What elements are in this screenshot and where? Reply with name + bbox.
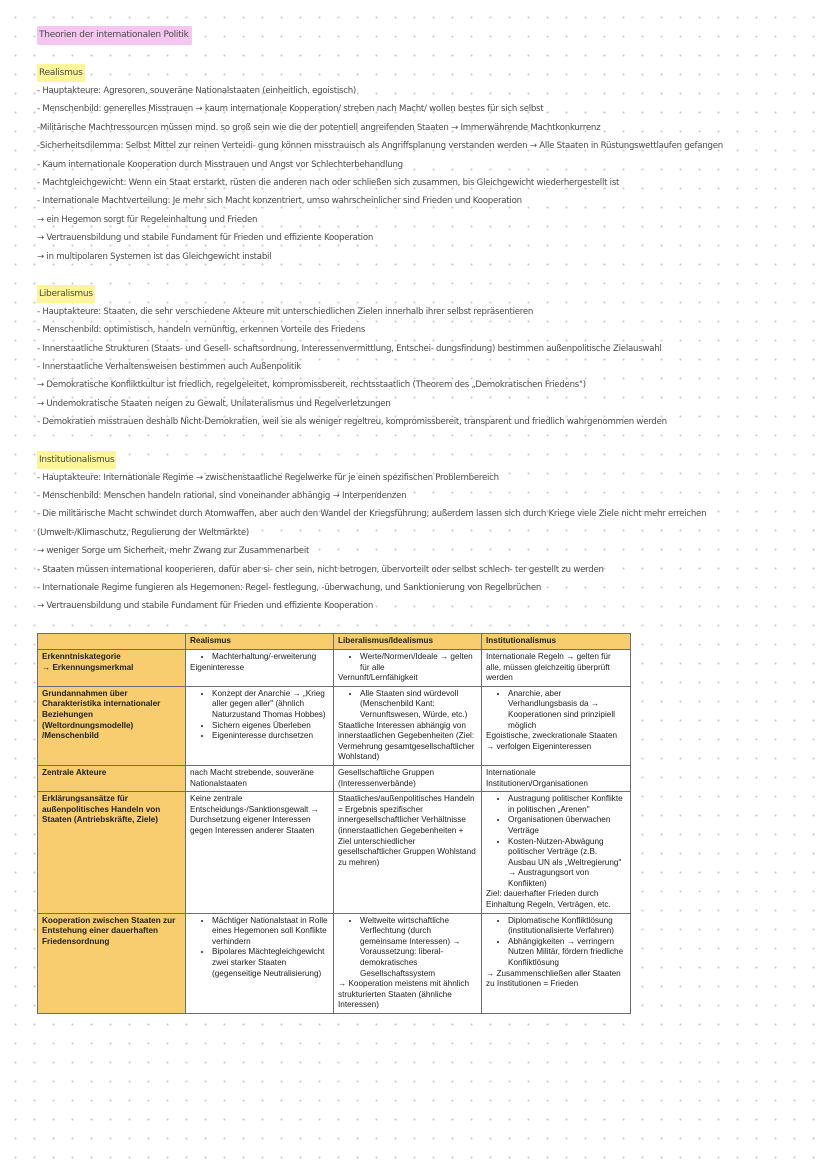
cell-bullet: • Konzept der Anarchie → „Krieg aller gegen aller" (ähnlich Naturzustand Thomas Hobbes) <box>212 689 329 721</box>
note-line: - Menschenbild: optimistisch, handeln vernünftig, erkennen Vorteile des Friedens <box>37 325 366 336</box>
page-title: Theorien der internationalen Politik <box>37 26 192 45</box>
notes-section <box>37 285 797 432</box>
cell-text: Staatliches/außenpolitisches Handeln = Ergebnis spezifischer innergesellschaftlicher Verhältnisse (innerstaatlichen Gegebenheiten + Ziel unterschiedlicher gesellschaftlicher Gruppen Wohlstand zu mehren) <box>338 794 476 867</box>
row-category-cell: Kooperation zwischen Staaten zur Entstehung einer dauerhaften Friedensordnung <box>38 913 186 1013</box>
cell-bullet-list <box>190 689 329 742</box>
cell-bullet: • Anarchie, aber Verhandlungsbasis da → Kooperationen sind prinzipiell möglich <box>508 689 626 731</box>
section-heading: Realismus <box>37 64 85 82</box>
note-line: → Undemokratische Staaten neigen zu Gewalt, Unilateralismus und Regelverletzungen <box>37 398 391 409</box>
note-line: - Innerstaatliche Strukturen (Staats- und Gesell- schaftsordnung, Interessenvermittlung, Entschei- dungsfindung) bestimmen außenpolitische Zielauswahl <box>37 343 662 354</box>
header-liberalismus: Liberalismus/Idealismus <box>334 634 482 650</box>
cell-text: Egoistische, zweckrationale Staaten → verfolgen Eigeninteressen <box>486 731 618 751</box>
cell-bullet: • Austragung politischer Konflikte in politischen „Arenen" <box>508 794 626 815</box>
cell-bullet: • Weltweite wirtschaftliche Verflechtung (durch gemeinsame Interessen) → Voraussetzung: liberal-demokratisches Gesellschaftssystem <box>360 916 477 980</box>
row-category-cell: Erkenntniskategorie → Erkennungsmerkmal <box>38 650 186 687</box>
cell-text: → Zusammenschließen aller Staaten zu Institutionen = Frieden <box>486 968 621 989</box>
handwritten-notes <box>37 26 797 616</box>
cell-institutionalismus <box>482 792 631 914</box>
cell-bullet-list <box>486 689 626 731</box>
note-line: - Hauptakteure: Internationale Regime → zwischenstaatliche Regelwerke für je einen spezifischen Problembereich <box>37 472 499 483</box>
section-heading: Liberalismus <box>37 285 95 303</box>
cell-bullet-list <box>338 652 477 673</box>
cell-institutionalismus <box>482 686 631 765</box>
notes-section <box>37 64 797 266</box>
note-line: - Menschenbild: generelles Misstrauen → kaum internationale Kooperation/ streben nach Macht/ wollen bestes für sich selbst <box>37 104 544 115</box>
note-line: - Hauptakteure: Staaten, die sehr verschiedene Akteure mit unterschiedlichen Zielen innerhalb ihrer selbst repräsentieren <box>37 306 534 317</box>
cell-bullet-list <box>486 794 626 889</box>
cell-bullet: • Werte/Normen/Ideale → gelten für alle <box>360 652 477 673</box>
cell-bullet: • Bipolares Mächtegleichgewicht zwei starker Staaten (gegenseitige Neutralisierung) <box>212 947 329 979</box>
cell-bullet: • Eigeninteresse durchsetzen <box>212 731 329 742</box>
cell-bullet: • Kosten-Nutzen-Abwägung politischer Verträge (z.B. Ausbau UN als „Weltregierung" → Austragungsort von Konflikten) <box>508 837 626 890</box>
note-line: -Sicherheitsdilemma: Selbst Mittel zur reinen Verteidi- gung können misstrauisch als Angriffsplanung verstanden werden → Alle Staaten in Rüstungswettlaufen gefangen <box>37 141 723 152</box>
cell-bullet-list <box>190 652 329 663</box>
cell-realismus <box>186 765 334 791</box>
table-row <box>38 686 631 765</box>
table-row <box>38 792 631 914</box>
cell-liberalismus <box>334 686 482 765</box>
cell-bullet-list <box>486 916 626 969</box>
note-line: - Machtgleichgewicht: Wenn ein Staat erstarkt, rüsten die anderen nach oder schließen sich zusammen, bis Gleichgewicht wiederhergestellt ist <box>37 177 620 188</box>
section-heading: Institutionalismus <box>37 451 116 469</box>
notes-sections <box>37 64 797 616</box>
cell-realismus <box>186 650 334 687</box>
cell-bullet: • Machterhaltung/-erweiterung <box>212 652 329 663</box>
note-line: → Vertrauensbildung und stabile Fundament für Frieden und effiziente Kooperation <box>37 233 374 244</box>
note-line: → weniger Sorge um Sicherheit, mehr Zwang zur Zusammenarbeit <box>37 546 310 557</box>
note-line: - Innerstaatliche Verhaltensweisen bestimmen auch Außenpolitik <box>37 362 301 373</box>
cell-bullet: • Diplomatische Konfliktlösung (institutionalisierte Verfahren) <box>508 916 626 937</box>
cell-text: Keine zentrale Entscheidungs-/Sanktionsgewalt → Durchsetzung eigener Interessen gegen Interessen anderer Staaten <box>190 794 319 835</box>
cell-institutionalismus <box>482 650 631 687</box>
cell-text: Internationale Regeln → gelten für alle, müssen gleichzeitig überprüft werden <box>486 652 611 683</box>
cell-bullet: • Organisationen überwachen Verträge <box>508 815 626 836</box>
table-header-row <box>38 634 631 650</box>
note-line: → Vertrauensbildung und stabile Fundament für Frieden und effiziente Kooperation <box>37 601 374 612</box>
cell-bullet-list <box>338 916 477 980</box>
cell-text: Eigeninteresse <box>190 662 245 672</box>
note-line: → ein Hegemon sorgt für Regeleinhaltung und Frieden <box>37 214 258 225</box>
header-realismus: Realismus <box>186 634 334 650</box>
note-line: → in multipolaren Systemen ist das Gleichgewicht instabil <box>37 251 272 262</box>
notes-section <box>37 451 797 616</box>
note-line: - Kaum internationale Kooperation durch Misstrauen und Angst vor Schlechterbehandlung <box>37 159 403 170</box>
cell-text: Ziel: dauerhafter Frieden durch Einhaltung Regeln, Verträgen, etc. <box>486 889 611 910</box>
cell-text: Internationale Institutionen/Organisationen <box>486 767 588 788</box>
cell-text: → Kooperation meistens mit ähnlich strukturierten Staaten (ähnliche Interessen) <box>338 979 470 1010</box>
cell-bullet: • Abhängigkeiten → verringern Nutzen Militär, fördern friedliche Konfliktlösung <box>508 937 626 969</box>
table-row <box>38 650 631 687</box>
header-institutionalismus: Institutionalismus <box>482 634 631 650</box>
cell-liberalismus <box>334 650 482 687</box>
cell-liberalismus <box>334 913 482 1013</box>
cell-bullet-list <box>338 689 477 721</box>
table-row <box>38 913 631 1013</box>
table-row <box>38 765 631 791</box>
note-line: - Menschenbild: Menschen handeln rational, sind voneinander abhängig → Interpendenzen <box>37 491 407 502</box>
cell-bullet: • Alle Staaten sind würdevoll (Menschenbild Kant: Vernunftswesen, Würde, etc.) <box>360 689 477 721</box>
cell-realismus <box>186 792 334 914</box>
cell-institutionalismus <box>482 765 631 791</box>
note-line: - Die militärische Macht schwindet durch Atomwaffen, aber auch den Wandel der Kriegsführung; außerdem lassen sich durch Kriege viele Ziele nicht mehr erreichen (Umwelt-/Klimaschutz, Regulierung der Weltmärkte) <box>37 509 707 538</box>
header-empty <box>38 634 186 650</box>
cell-text: Gesellschaftliche Gruppen (Interessenverbände) <box>338 767 435 788</box>
note-line: - Hauptakteure: Agresoren, souveräne Nationalstaaten (einheitlich, egoistisch) <box>37 86 357 96</box>
note-line: - Demokratien misstrauen deshalb Nicht-Demokratien, weil sie als weniger regeltreu, kompromissbereit, transparent und friedlich wahrgenommen werden <box>37 417 667 428</box>
note-line: -Militärische Machtressourcen müssen mind. so groß sein wie die der potentiell angreifenden Staaten → Immerwährende Machtkonkurrenz <box>37 122 601 133</box>
note-line: → Demokratische Konfliktkultur ist friedlich, regelgeleitet, kompromissbereit, rechtsstaatlich (Theorem des „Demokratischen Friedens") <box>37 380 586 391</box>
cell-institutionalismus <box>482 913 631 1013</box>
cell-text: nach Macht strebende, souveräne Nationalstaaten <box>190 767 314 788</box>
cell-bullet-list <box>190 916 329 980</box>
cell-realismus <box>186 686 334 765</box>
cell-liberalismus <box>334 792 482 914</box>
row-category-cell: Zentrale Akteure <box>38 765 186 791</box>
cell-text: Vernunft/Lernfähigkeit <box>338 673 418 683</box>
cell-bullet: • Sichern eigenes Überleben <box>212 721 329 732</box>
comparison-table <box>37 633 631 1014</box>
note-line: - Internationale Regime fungieren als Hegemonen: Regel- festlegung, -überwachung, und Sanktionierung von Regelbrüchen <box>37 583 542 594</box>
cell-liberalismus <box>334 765 482 791</box>
comparison-table-wrap <box>37 633 630 1014</box>
note-line: - Staaten müssen international kooperieren, dafür aber si- cher sein, nicht betrogen, übervorteilt oder selbst schlech- ter gestellt zu werden <box>37 564 604 575</box>
cell-bullet: • Mächtiger Nationalstaat in Rolle eines Hegemonen soll Konflikte verhindern <box>212 916 329 948</box>
cell-realismus <box>186 913 334 1013</box>
note-line: - Internationale Machtverteilung: Je mehr sich Macht konzentriert, umso wahrscheinlicher sind Frieden und Kooperation <box>37 196 522 207</box>
row-category-cell: Erklärungsansätze für außenpolitisches Handeln von Staaten (Antriebskräfte, Ziele) <box>38 792 186 914</box>
cell-text: Staatliche Interessen abhängig von innerstaatlichen Gegebenheiten (Ziel: Vermehrung gesamtgesellschaftlicher Wohlstand) <box>338 720 475 762</box>
table-body <box>38 650 631 1014</box>
row-category-cell: Grundannahmen über Charakteristika internationaler Beziehungen (Weltordnungsmodelle) /Menschenbild <box>38 686 186 765</box>
